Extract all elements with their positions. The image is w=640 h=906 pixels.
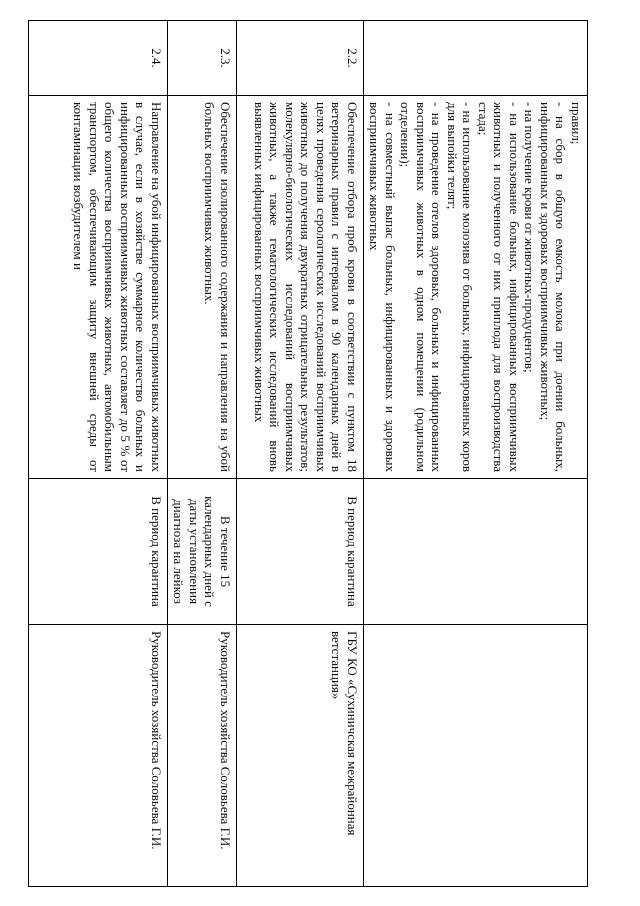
description-line: - на использование больных, инфицированных восприимчивых животных и полученного от них приплода для воспроизводства стада; (476, 102, 522, 472)
row-description (364, 96, 588, 479)
description-line: Направление на убой инфицированных восприимчивых животных в случае, если в хозяйстве суммарное количество больных и инфицированных восприимчивых животных составляет до 5 % от общего количества восприимчивых животных, автомобильным транспортом, обеспечивающим защиту внешней среды от контаминации возбудителем и (71, 102, 164, 472)
row-number: 2.4. (29, 21, 168, 96)
description-line: правил; (569, 102, 584, 145)
table-row (364, 21, 588, 887)
row-number: 2.3. (168, 21, 237, 96)
table-row (29, 21, 168, 887)
row-term: В период карантина (29, 479, 168, 625)
row-responsible: Руководитель хозяйства Соловьева Г.И. (29, 625, 168, 887)
description-line: - на использование молозива от больных, инфицированных коров для выпойки телят; (445, 102, 476, 472)
table-row (237, 21, 364, 887)
description-line: - на совместный выпас больных, инфицированных и здоровых восприимчивых животных (367, 102, 398, 472)
row-number (364, 21, 588, 96)
description-line: Обеспечение изолированного содержания и направления на убой больных восприимчивых животных. (202, 102, 233, 472)
table-row (168, 21, 237, 887)
measures-table (28, 20, 588, 887)
description-line: - на проведение отелов здоровых, больных и инфицированных восприимчивых животных в одном помещении (родильном отделении); (398, 102, 445, 472)
row-description (29, 96, 168, 479)
row-term: В течение 15 календарных дней с даты установления диагноза на лейкоз (168, 479, 237, 625)
row-responsible: ГБУ КО «Сухиничская межрайонная ветстанция» (237, 625, 364, 887)
description-line: - на получение крови от животных-продуцентов; (522, 102, 538, 373)
rotated-page (28, 20, 588, 886)
description-line: - на сбор в общую емкость молока при доении больных, инфицированных и здоровых восприимчивых животных; (538, 102, 569, 472)
row-description (237, 96, 364, 479)
row-description (168, 96, 237, 479)
row-responsible: Руководитель хозяйства Соловьева Г.И. (168, 625, 237, 887)
row-responsible (364, 625, 588, 887)
row-term (364, 479, 588, 625)
description-line: Обеспечение отбора проб крови в соответствии с пунктом 18 ветеринарных правил с интервалом в 90 календарных дней в целях проведения серологических исследований восприимчивых животных до получения двукратных отрицательных результатов; молекулярно-биологических исследований восприимчивых животных, а также гематологических исследований вновь выявленных инфицированных восприимчивых животных (252, 102, 360, 472)
row-number: 2.2. (237, 21, 364, 96)
row-term: В период карантина (237, 479, 364, 625)
